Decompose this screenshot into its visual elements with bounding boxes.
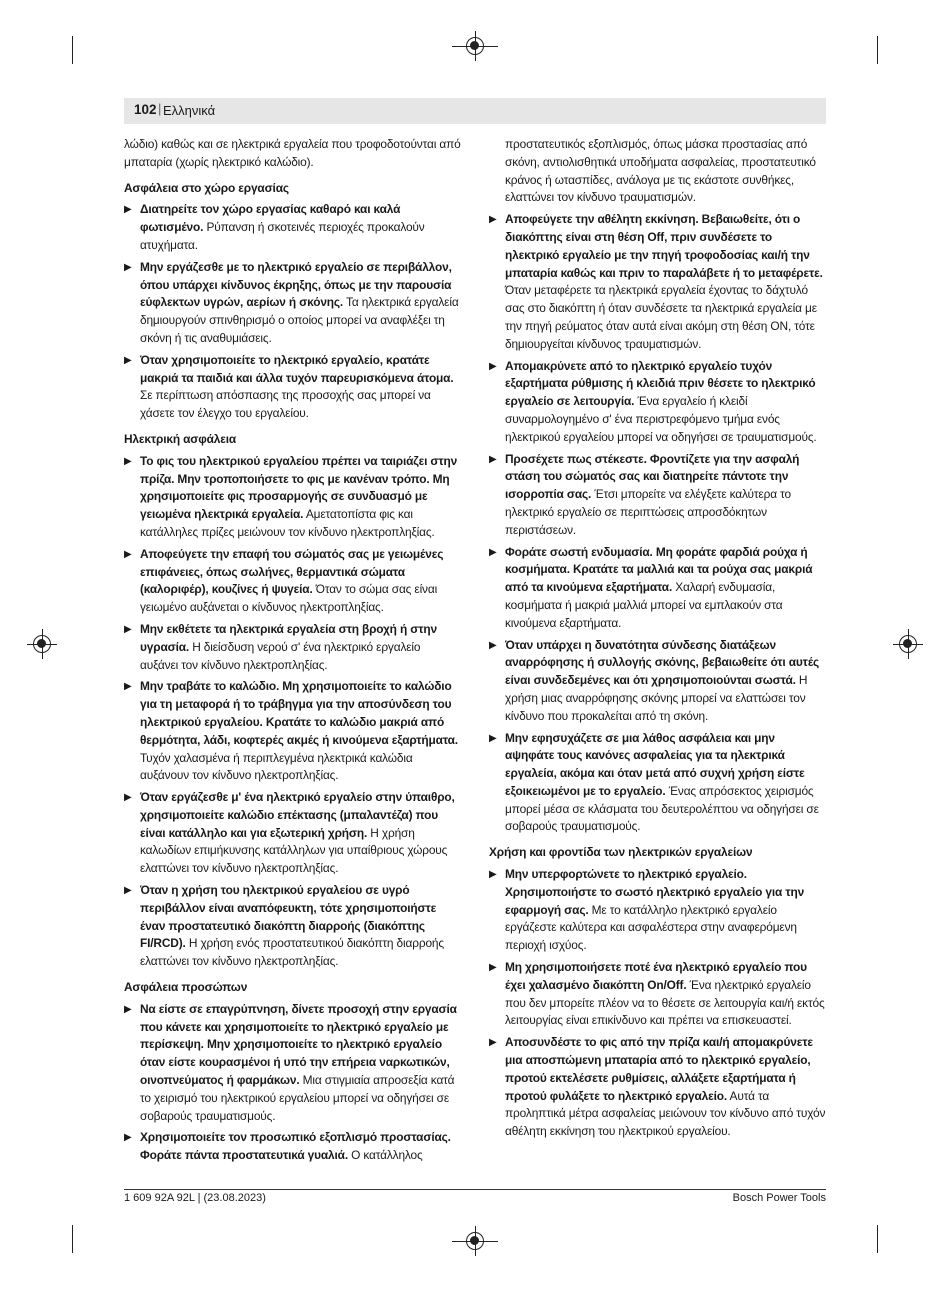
footer-rule bbox=[124, 1189, 826, 1190]
list-item: ▶ Όταν η χρήση του ηλεκτρικού εργαλείου σε υγρό περιβάλλον είναι αναπόφευκτη, τότε χρησιμοποιήστε έναν προστατευτικό διακόπτη διαρροής (διακόπτης FI/RCD). Η χρήση ενός προστατευτικού διακόπτη διαρροής ελαττώνει τον κίνδυνο ηλεκτροπληξίας. bbox=[124, 883, 444, 969]
right-column bbox=[489, 136, 826, 1141]
header-language: Ελληνικά bbox=[163, 103, 216, 118]
footer-doc-id: 1 609 92A 92L | (23.08.2023) bbox=[124, 1192, 266, 1204]
bullet-icon: ▶ bbox=[124, 885, 132, 897]
list-item: ▶ Αποφεύγετε την αθέλητη εκκίνηση. Βεβαιωθείτε, ότι ο διακόπτης είναι στη θέση Off, πριν συνδέσετε το ηλεκτρικό εργαλείο με την πηγή τροφοδοσίας και/ή την μπαταρία καθώς και πριν το παραλάβετε ή το μεταφέρετε. Όταν μεταφέρετε τα ηλεκτρικά εργαλεία έχοντας το δάχτυλό σας στο διακόπτη ή όταν συνδέσετε τα ηλεκτρικά εργαλεία με την πηγή ρεύματος όταν αυτά είναι ακόμη στη θέση ON, τότε δημιουργείται κίνδυνος τραυματισμών. bbox=[489, 212, 823, 351]
list-item: ▶ Φοράτε σωστή ενδυμασία. Μη φοράτε φαρδιά ρούχα ή κοσμήματα. Κρατάτε τα μαλλιά και τα ρούχα σας μακριά από τα κινούμενα εξαρτήματα. Χαλαρή ενδυμασία, κοσμήματα ή μακριά μαλλιά μπορεί να εμπλακούν στα κινούμενα εξαρτήματα. bbox=[489, 544, 813, 630]
header-bar bbox=[124, 98, 826, 124]
section-title: Χρήση και φροντίδα των ηλεκτρικών εργαλείων bbox=[489, 845, 753, 860]
left-column bbox=[124, 136, 461, 1165]
list-item: ▶ Προσέχετε πως στέκεστε. Φροντίζετε για την ασφαλή στάση του σώματός σας και διατηρείτε πάντοτε την ισορροπία σας. Έτσι μπορείτε να ελέγξετε καλύτερα το ηλεκτρικό εργαλείο σε περιπτώσεις απροσδόκητων περιστάσεων. bbox=[489, 451, 800, 537]
section-title: Ασφάλεια προσώπων bbox=[124, 980, 248, 995]
crop-mark bbox=[877, 36, 878, 64]
bullet-icon: ▶ bbox=[489, 453, 497, 465]
page-number: 102 bbox=[134, 102, 157, 117]
bullet-icon: ▶ bbox=[124, 1132, 132, 1144]
list-item: ▶ Μην υπερφορτώνετε το ηλεκτρικό εργαλείο. Χρησιμοποιήστε το σωστό ηλεκτρικό εργαλείο για την εφαρμογή σας. Με το κατάλληλο ηλεκτρικό εργαλείο εργάζεστε καλύτερα και ασφαλέστερα στην αναφερόμενη περιοχή ισχύος. bbox=[489, 867, 805, 953]
registration-mark-icon bbox=[33, 635, 51, 653]
intro-text: λώδιο) καθώς και σε ηλεκτρικά εργαλεία που τροφοδοτούνται από μπαταρία (χωρίς ηλεκτρικό καλώδιο). bbox=[124, 137, 461, 169]
header-separator: | bbox=[158, 101, 162, 116]
list-item: ▶ Μην εφησυχάζετε σε μια λάθος ασφάλεια και μην αψηφάτε τους κανόνες ασφαλείας για τα ηλεκτρικά εργαλεία, ακόμα και όταν μετά από συχνή χρήση είστε εξοικειωμένοι με το εργαλείο. Ένας απρόσεκτος χειρισμός μπορεί μέσα σε κλάσματα του δευτερολέπτου να οδηγήσει σε σοβαρούς τραυματισμούς. bbox=[489, 730, 819, 834]
bullet-icon: ▶ bbox=[489, 214, 497, 226]
bullet-icon: ▶ bbox=[124, 261, 132, 273]
footer-brand: Bosch Power Tools bbox=[732, 1192, 826, 1204]
bullet-icon: ▶ bbox=[124, 1003, 132, 1015]
list-item: ▶ Όταν εργάζεσθε μ' ένα ηλεκτρικό εργαλείο στην ύπαιθρο, χρησιμοποιείτε καλώδιο επέκτασης (μπαλαντέζα) που είναι κατάλληλο και για εξωτερική χρήση. Η χρήση καλωδίων επιμήκυνσης κατάλληλων για υπαίθριους χώρους ελαττώνει τον κίνδυνο ηλεκτροπληξίας. bbox=[124, 790, 455, 876]
list-item: ▶ Να είστε σε επαγρύπνηση, δίνετε προσοχή στην εργασία που κάνετε και χρησιμοποιείτε το ηλεκτρικό εργαλείο με περίσκεψη. Μην χρησιμοποιείτε το ηλεκτρικό εργαλείο όταν είστε κουρασμένοι ή υπό την επήρεια ναρκωτικών, οινοπνεύματος ή φαρμάκων. Μια στιγμιαία απροσεξία κατά το χειρισμό του ηλεκτρικού εργαλείου μπορεί να οδηγήσει σε σοβαρούς τραυματισμούς. bbox=[124, 1001, 457, 1123]
crop-mark bbox=[877, 1225, 878, 1253]
bullet-icon: ▶ bbox=[124, 354, 132, 366]
bullet-icon: ▶ bbox=[124, 455, 132, 467]
list-item: ▶ Όταν χρησιμοποιείτε το ηλεκτρικό εργαλείο, κρατάτε μακριά τα παιδιά και άλλα τυχόν παρευρισκόμενα άτομα. Σε περίπτωση απόσπασης της προσοχής σας μπορεί να χάσετε τον έλεγχο του εργαλείου. bbox=[124, 352, 454, 421]
registration-mark-icon bbox=[899, 635, 917, 653]
list-item: ▶ Το φις του ηλεκτρικού εργαλείου πρέπει να ταιριάζει στην πρίζα. Μην τροποποιήσετε το φις με κανέναν τρόπο. Μη χρησιμοποιείτε φις προσαρμογής σε συνδυασμό με γειωμένα ηλεκτρικά εργαλεία. Αμετατοπίστα φις και κατάλληλες πρίζες μειώνουν τον κίνδυνο ηλεκτροπληξίας. bbox=[124, 453, 458, 539]
list-item: ▶ Μην εκθέτετε τα ηλεκτρικά εργαλεία στη βροχή ή στην υγρασία. Η διείσδυση νερού σ' ένα ηλεκτρικό εργαλείο αυξάνει τον κίνδυνο ηλεκτροπληξίας. bbox=[124, 621, 437, 672]
bullet-icon: ▶ bbox=[124, 548, 132, 560]
list-item: ▶ Μην τραβάτε το καλώδιο. Μη χρησιμοποιείτε το καλώδιο για τη μεταφορά ή το τράβηγμα για την αποσύνδεση του ηλεκτρικού εργαλείου. Κρατάτε το καλώδιο μακριά από θερμότητα, λάδι, κοφτερές ακμές ή κινούμενα εξαρτήματα. Τυχόν χαλασμένα ή περιπλεγμένα ηλεκτρικά καλώδια αυξάνουν τον κίνδυνο ηλεκτροπληξίας. bbox=[124, 679, 458, 783]
registration-mark-icon bbox=[466, 1232, 484, 1250]
list-item: ▶ Διατηρείτε τον χώρο εργασίας καθαρό και καλά φωτισμένο. Ρύπανση ή σκοτεινές περιοχές προκαλούν ατυχήματα. bbox=[124, 202, 425, 252]
list-item: ▶ Όταν υπάρχει η δυνατότητα σύνδεσης διατάξεων αναρρόφησης ή συλλογής σκόνης, βεβαιωθείτε ότι αυτές είναι συνδεδεμένες και ότι χρησιμοποιούνται σωστά. Η χρήση μιας αναρρόφησης σκόνης μπορεί να ελαττώσει τον κίνδυνο που προκαλείται από τη σκόνη. bbox=[489, 637, 820, 723]
bullet-icon: ▶ bbox=[124, 204, 132, 216]
bullet-icon: ▶ bbox=[489, 1037, 497, 1049]
crop-mark bbox=[72, 36, 73, 64]
bullet-icon: ▶ bbox=[124, 792, 132, 804]
list-item: ▶ Απομακρύνετε από το ηλεκτρικό εργαλείο τυχόν εξαρτήματα ρύθμισης ή κλειδιά πριν θέσετε το ηλεκτρικό εργαλείο σε λειτουργία. Ένα εργαλείο ή κλειδί συναρμολογημένο σ' ένα περιστρεφόμενο τμήμα ενός ηλεκτρικού εργαλείου μπορεί να οδηγήσει σε τραυματισμούς. bbox=[489, 358, 817, 444]
bullet-icon: ▶ bbox=[124, 681, 132, 693]
list-item: ▶ Μη χρησιμοποιήσετε ποτέ ένα ηλεκτρικό εργαλείο που έχει χαλασμένο διακόπτη On/Off. Ένα ηλεκτρικό εργαλείο που δεν μπορείτε πλέον να το θέσετε σε λειτουργία και/ή εκτός λειτουργίας είναι επικίνδυνο και πρέπει να επισκευαστεί. bbox=[489, 960, 825, 1028]
crop-mark bbox=[72, 1225, 73, 1253]
list-item: ▶ Μην εργάζεσθε με το ηλεκτρικό εργαλείο σε περιβάλλον, όπου υπάρχει κίνδυνος έκρηξης, όπως με την παρουσία εύφλεκτων υγρών, αερίων ή σκόνης. Τα ηλεκτρικά εργαλεία δημιουργούν σπινθηρισμό ο οποίος μπορεί να αναφλέξει τη σκόνη ή τις αναθυμιάσεις. bbox=[124, 259, 459, 345]
registration-mark-icon bbox=[466, 37, 484, 55]
bullet-icon: ▶ bbox=[489, 732, 497, 744]
section-title: Ασφάλεια στο χώρο εργασίας bbox=[124, 180, 289, 195]
bullet-icon: ▶ bbox=[124, 623, 132, 635]
list-item: ▶ Αποσυνδέστε το φις από την πρίζα και/ή απομακρύνετε μια αποσπώμενη μπαταρία από το ηλεκτρικό εργαλείο, προτού εκτελέσετε ρυθμίσεις, αλλάξετε εξαρτήματα ή προτού φυλάξετε το ηλεκτρικό εργαλείο. Αυτά τα προληπτικά μέτρα ασφαλείας μειώνουν τον κίνδυνο από τυχόν αθέλητη εκκίνηση του ηλεκτρικού εργαλείου. bbox=[489, 1035, 826, 1139]
bullet-icon: ▶ bbox=[489, 639, 497, 651]
bullet-icon: ▶ bbox=[489, 869, 497, 881]
list-item: ▶ Αποφεύγετε την επαφή του σώματός σας με γειωμένες επιφάνειες, όπως σωλήνες, θερμαντικά σώματα (καλοριφέρ), κουζίνες ή ψυγεία. Όταν το σώμα σας είναι γειωμένο αυξάνεται ο κίνδυνος ηλεκτροπληξίας. bbox=[124, 546, 444, 615]
section-title: Ηλεκτρική ασφάλεια bbox=[124, 431, 237, 446]
list-item: ▶ Χρησιμοποιείτε τον προσωπικό εξοπλισμό προστασίας. Φοράτε πάντα προστατευτικά γυαλιά. Ο κατάλληλος bbox=[124, 1130, 451, 1163]
bullet-icon: ▶ bbox=[489, 962, 497, 974]
bullet-icon: ▶ bbox=[489, 546, 497, 558]
continued-text: προστατευτικός εξοπλισμός, όπως μάσκα προστασίας από σκόνη, αντιολισθητικά υποδήματα ασφαλείας, προστατευτικό κράνος ή ωτασπίδες, ανάλογα με τις εκάστοτε συνθήκες, ελαττώνει τον κίνδυνο τραυματισμών. bbox=[505, 137, 816, 205]
bullet-icon: ▶ bbox=[489, 360, 497, 372]
